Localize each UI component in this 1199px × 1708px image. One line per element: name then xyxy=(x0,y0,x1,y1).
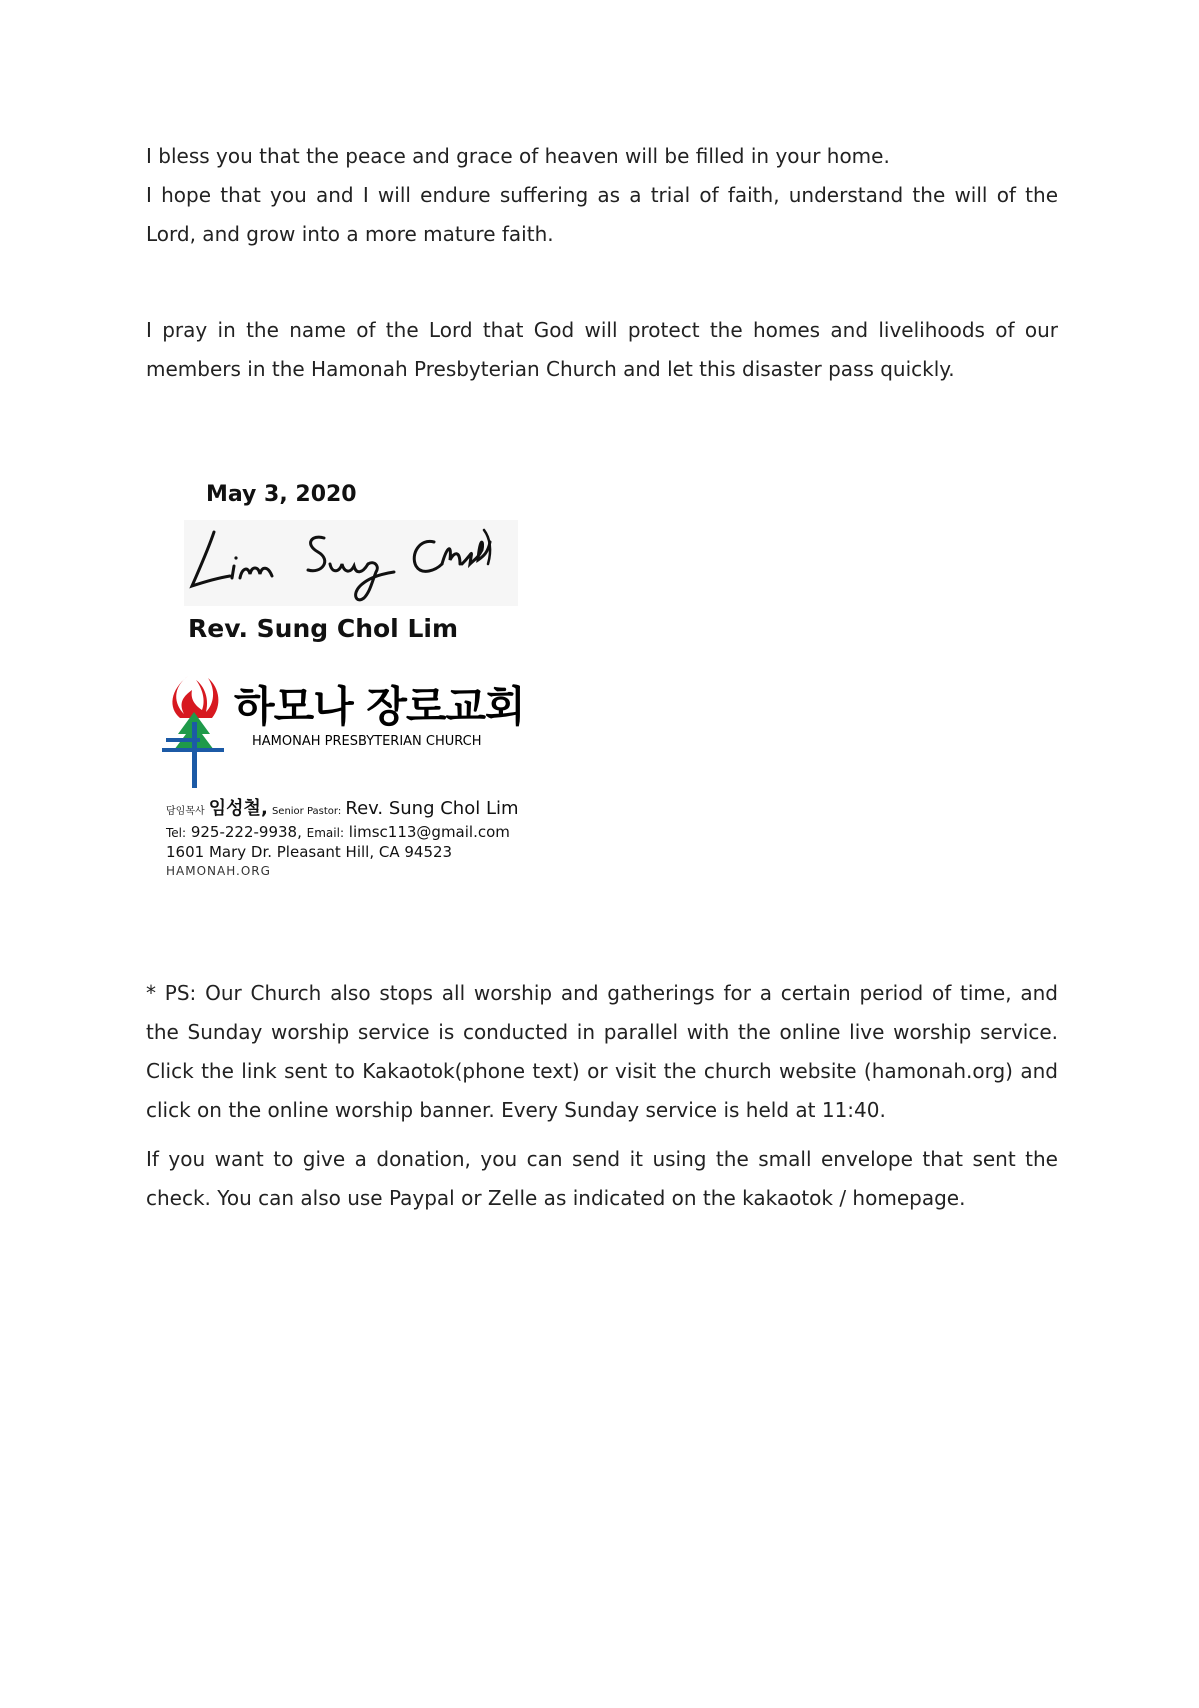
church-logo xyxy=(162,672,532,790)
donation-paragraph: If you want to give a donation, you can send it using the small envelope that sent the check. You can also use Paypal or Zelle as indicated on the kakaotok / homepage. xyxy=(146,1147,1058,1210)
website-line: HAMONAH.ORG xyxy=(166,864,271,878)
pastor-name-korean: 임성철, xyxy=(208,798,268,819)
opening-paragraph xyxy=(146,137,1058,254)
email-label: Email: xyxy=(306,826,344,840)
flame-cross-icon xyxy=(162,672,232,790)
blessing-line: I bless you that the peace and grace of heaven will be filled in your home. xyxy=(146,144,890,168)
tel-label: Tel: xyxy=(166,826,187,840)
letter-date: May 3, 2020 xyxy=(206,482,357,507)
pastor-title-english: Senior Pastor: xyxy=(271,806,342,817)
handwritten-signature xyxy=(184,520,518,606)
pastor-title-korean: 담임목사 xyxy=(166,806,205,817)
email-value: limsc113@gmail.com xyxy=(348,823,510,841)
postscript-paragraph: * PS: Our Church also stops all worship and gatherings for a certain period of time, and the Sunday worship service is conducted in parallel with the online live worship service. Click the link sent to Kakaotok(phone text) or visit the church website (hamonah.org) and click on the online worship banner. Every Sunday service is held at 11:40. xyxy=(146,981,1058,1122)
signature-image xyxy=(184,520,518,606)
hope-line: I hope that you and I will endure suffering as a trial of faith, understand the will of the Lord, and grow into a more mature faith. xyxy=(146,183,1058,246)
tel-value: 925-222-9938, xyxy=(190,823,302,841)
pastor-name-english: Rev. Sung Chol Lim xyxy=(345,798,519,819)
prayer-paragraph: I pray in the name of the Lord that God will protect the homes and livelihoods of our members in the Hamonah Presbyterian Church and let this disaster pass quickly. xyxy=(146,318,1058,381)
church-name-english: HAMONAH PRESBYTERIAN CHURCH xyxy=(252,734,482,749)
address-line: 1601 Mary Dr. Pleasant Hill, CA 94523 xyxy=(166,843,453,861)
pastor-line xyxy=(166,798,519,823)
signer-name: Rev. Sung Chol Lim xyxy=(188,614,459,643)
contact-block xyxy=(166,798,519,880)
church-name-korean: 하모나 장로교회 xyxy=(234,682,525,731)
phone-email-line xyxy=(166,823,519,843)
